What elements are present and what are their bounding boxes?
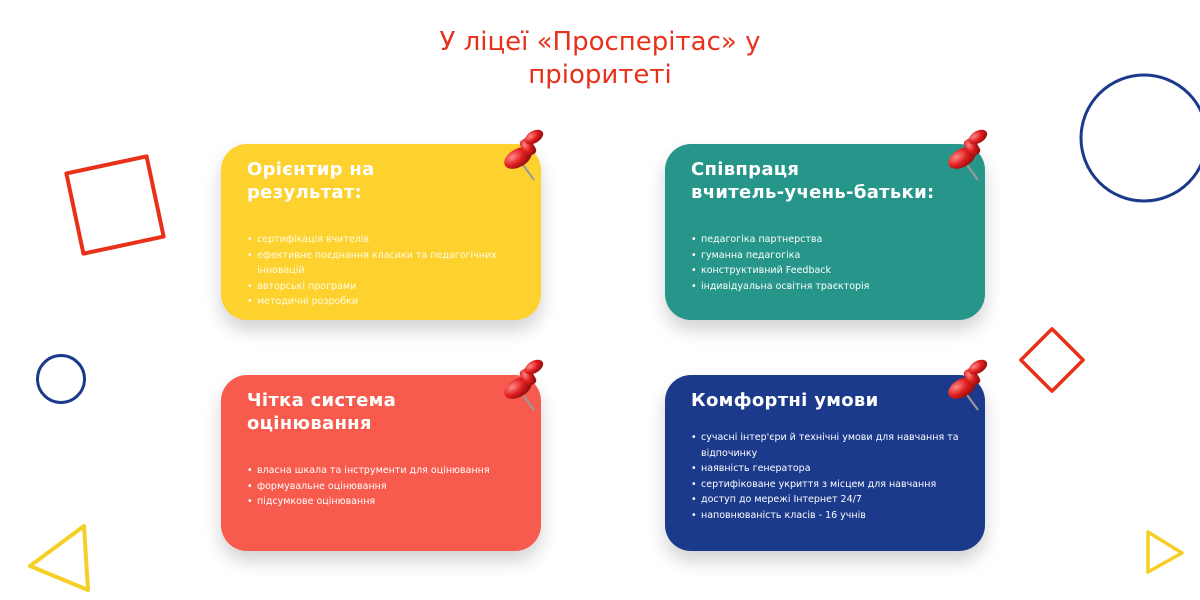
pushpin-icon <box>944 128 992 184</box>
blue-circle-shape-right <box>1078 72 1200 206</box>
blue-circle-shape-left <box>34 352 88 406</box>
list-item: • формувальне оцінювання <box>247 479 517 495</box>
list-item: • підсумкове оцінювання <box>247 494 517 510</box>
card-comfortable-conditions <box>665 375 985 551</box>
card-title-line-1: Чітка система <box>247 390 397 411</box>
list-item: • сучасні інтер'єри й технічні умови для навчання та відпочинку <box>691 430 961 461</box>
list-item: • індивідуальна освітня траєкторія <box>691 279 961 295</box>
card-title <box>247 389 517 435</box>
list-item: • авторські програми <box>247 279 517 295</box>
card-title-line-2: вчитель-учень-батьки: <box>691 182 935 203</box>
card-list <box>691 232 961 294</box>
list-item: • власна шкала та інструменти для оцінювання <box>247 463 517 479</box>
card-title-line-2: результат: <box>247 182 363 203</box>
card-title-line-1: Комфортні умови <box>691 390 879 411</box>
card-title-line-1: Орієнтир на <box>247 159 375 180</box>
card-title <box>691 389 961 412</box>
page-title <box>0 26 1200 92</box>
yellow-triangle-shape-left <box>22 518 104 600</box>
list-item: • ефективне поєднання класики та педагогічних інновацій <box>247 248 517 279</box>
card-list <box>247 232 517 310</box>
pushpin-icon <box>944 358 992 414</box>
card-assessment-system <box>221 375 541 551</box>
yellow-triangle-shape-right <box>1138 526 1190 578</box>
card-list <box>691 430 961 523</box>
list-item: • наповнюваність класів - 16 учнів <box>691 508 961 524</box>
pushpin-icon <box>500 358 548 414</box>
page-title-line-1: У ліцеї «Просперітас» у <box>439 27 761 57</box>
list-item: • методичні розробки <box>247 294 517 310</box>
list-item: • сертифікація вчителів <box>247 232 517 248</box>
list-item: • доступ до мережі Інтернет 24/7 <box>691 492 961 508</box>
pushpin-icon <box>500 128 548 184</box>
list-item: • гуманна педагогіка <box>691 248 961 264</box>
list-item: • педагогіка партнерства <box>691 232 961 248</box>
card-title <box>247 158 517 204</box>
red-square-shape-left <box>58 148 176 266</box>
card-result-orientation <box>221 144 541 320</box>
card-title-line-2: оцінювання <box>247 413 372 434</box>
card-list <box>247 463 517 510</box>
list-item: • наявність генератора <box>691 461 961 477</box>
list-item: • сертифіковане укриття з місцем для навчання <box>691 477 961 493</box>
red-diamond-shape-right <box>1010 318 1094 402</box>
list-item: • конструктивний Feedback <box>691 263 961 279</box>
card-title-line-1: Співпраця <box>691 159 800 180</box>
card-cooperation <box>665 144 985 320</box>
card-title <box>691 158 961 204</box>
page-title-line-2: пріоритеті <box>528 60 672 90</box>
